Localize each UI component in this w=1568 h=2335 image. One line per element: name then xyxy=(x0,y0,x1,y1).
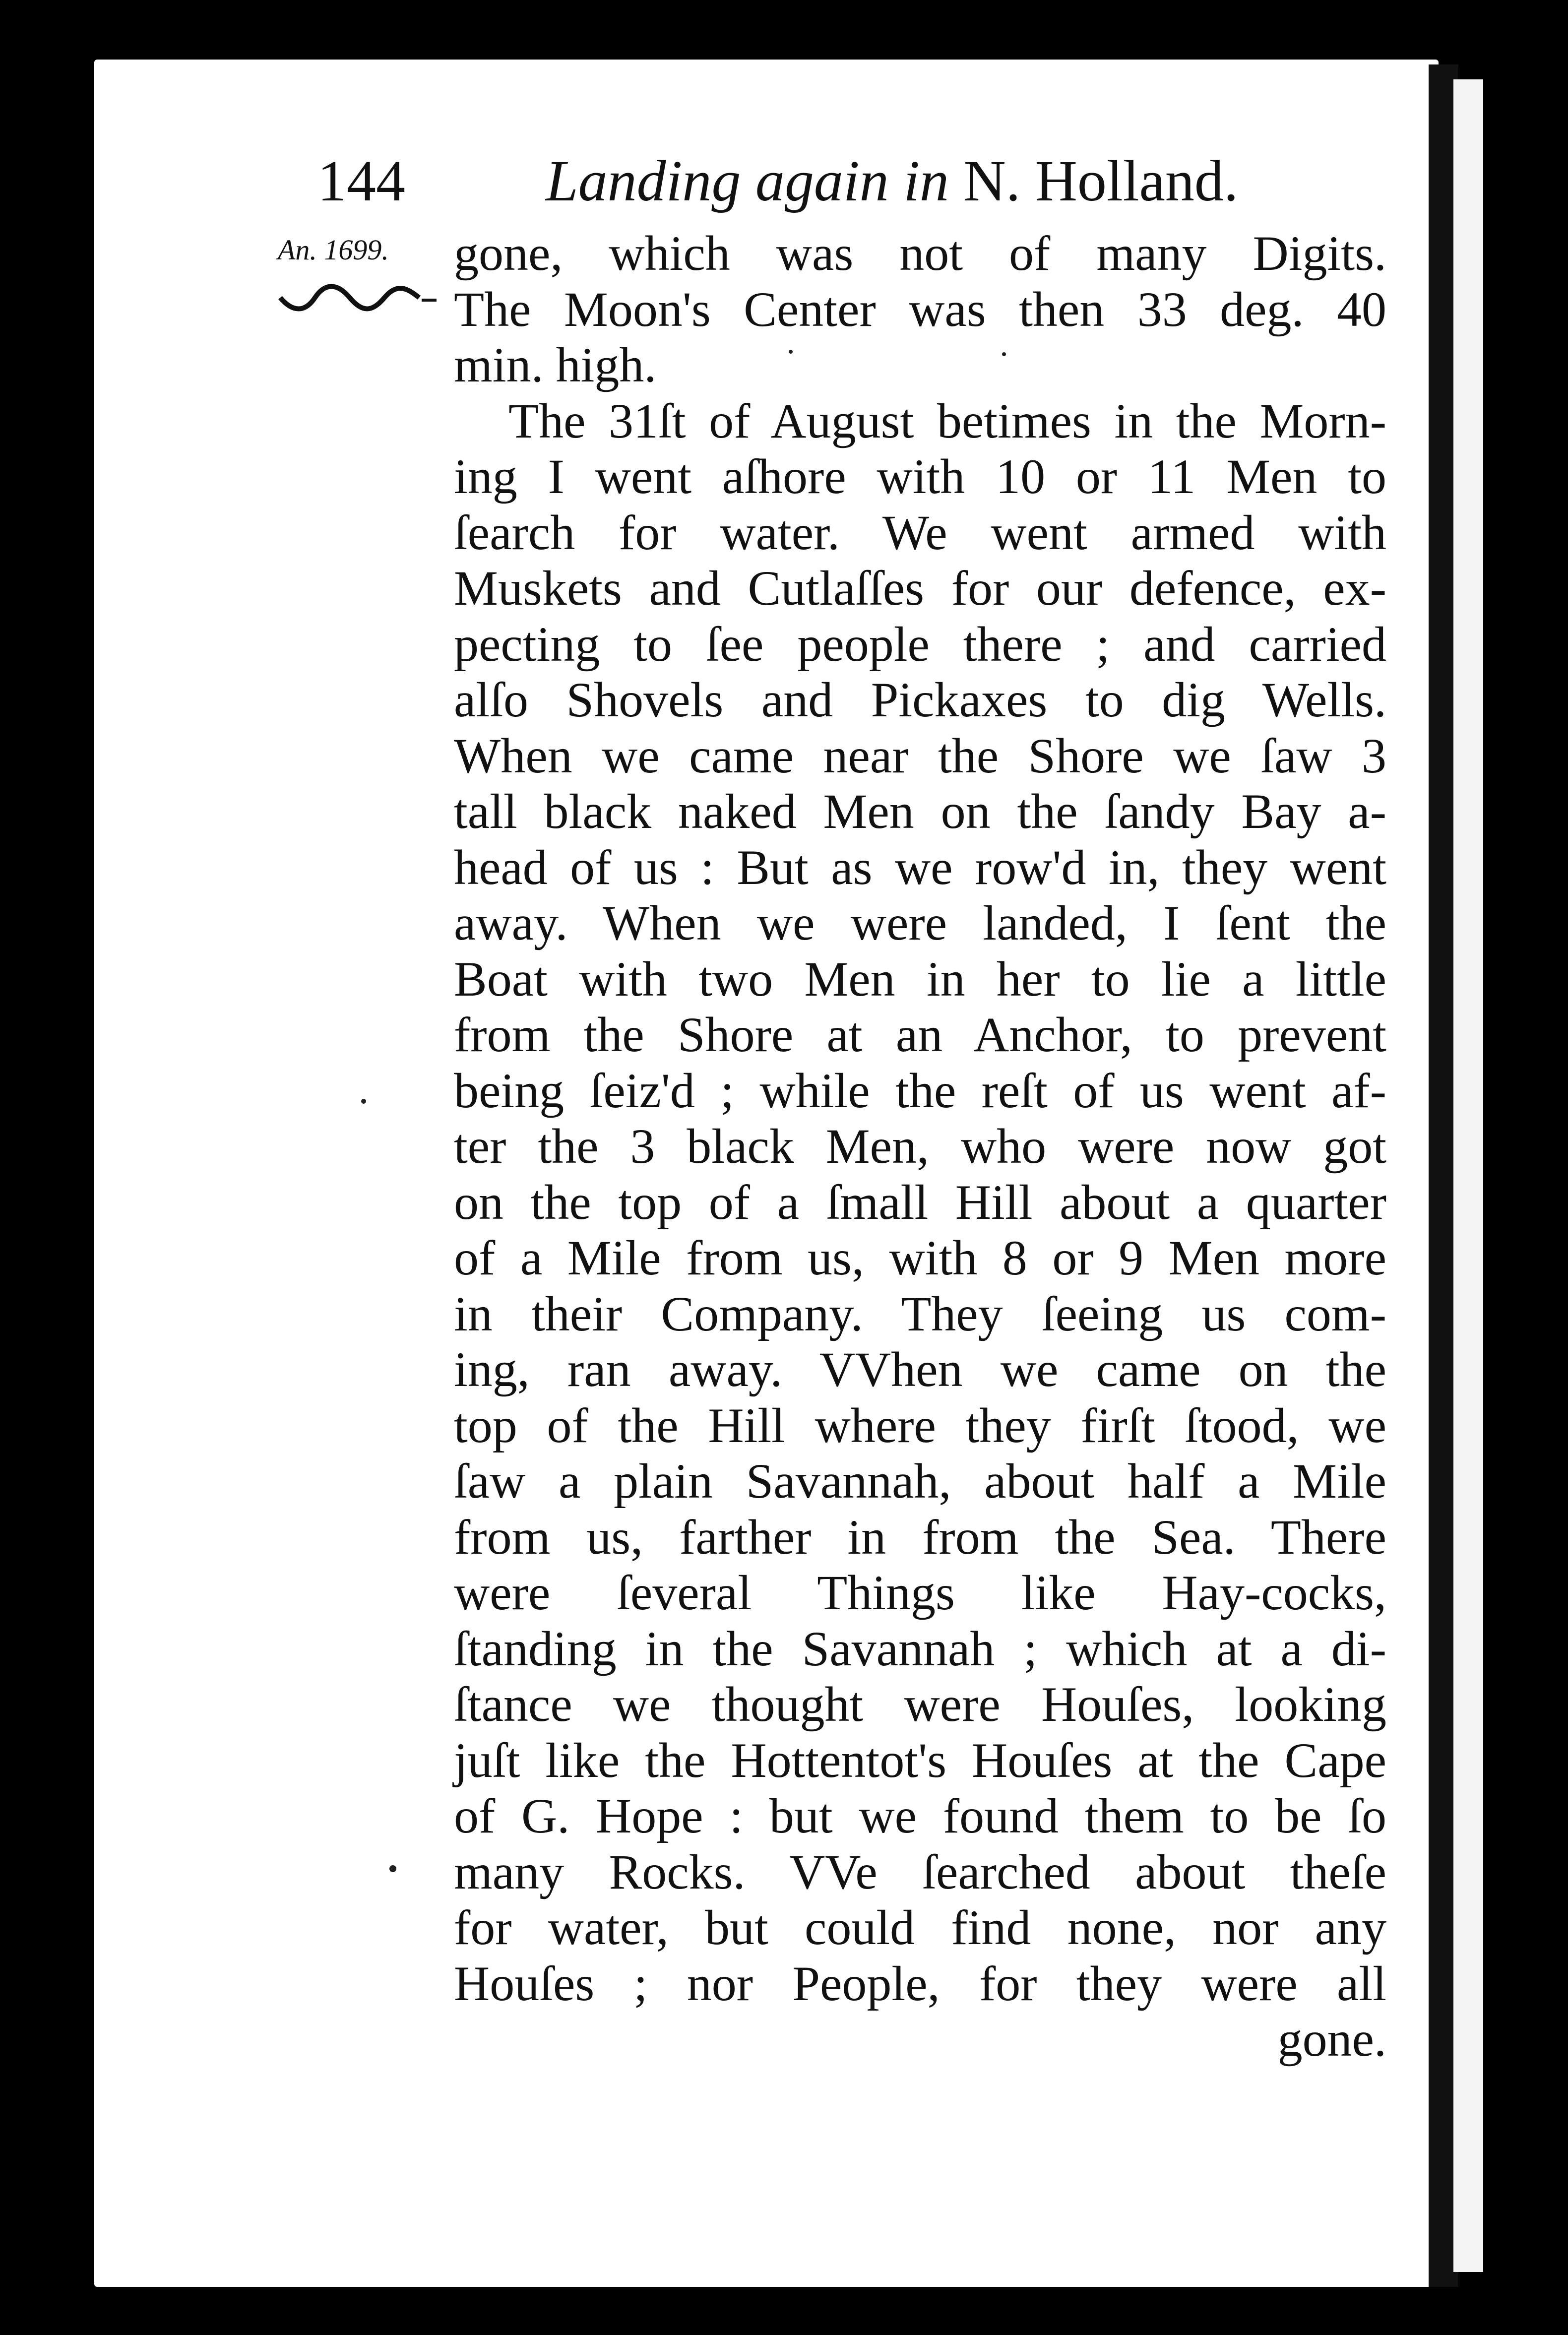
text-line-25: were ſeveral Things like Hay-cocks, xyxy=(454,1565,1386,1620)
text-line-3: min. high. xyxy=(454,337,657,392)
running-head xyxy=(546,144,1238,218)
text-line-15: from the Shore at an Anchor, to prevent xyxy=(454,1007,1386,1062)
text-line-31: for water, but could find none, nor any xyxy=(454,1900,1386,1955)
text-line-5: ing I went aſhore with 10 or 11 Men to xyxy=(454,449,1386,504)
text-line-17: ter the 3 black Men, who were now got xyxy=(454,1119,1386,1174)
running-head-italic: Landing again in xyxy=(546,148,949,213)
text-line-21: ing, ran away. VVhen we came on the xyxy=(454,1342,1386,1397)
next-page-edge xyxy=(1453,79,1483,2272)
text-line-19: of a Mile from us, with 8 or 9 Men more xyxy=(454,1230,1386,1285)
text-line-4: The 31ſt of August betimes in the Morn- xyxy=(508,393,1386,448)
text-line-32: Houſes ; nor People, for they were all xyxy=(454,1956,1386,2011)
text-line-13: away. When we were landed, I ſent the xyxy=(454,895,1386,950)
text-line-33: gone. xyxy=(1277,2012,1386,2067)
running-head-roman: N. Holland. xyxy=(963,148,1239,213)
text-line-29: of G. Hope : but we found them to be ſo xyxy=(454,1788,1386,1843)
margin-flourish xyxy=(278,278,441,317)
text-line-1: gone, which was not of many Digits. xyxy=(454,226,1386,281)
text-line-24: from us, farther in from the Sea. There xyxy=(454,1509,1386,1565)
text-line-23: ſaw a plain Savannah, about half a Mile xyxy=(454,1453,1386,1509)
text-line-9: alſo Shovels and Pickaxes to dig Wells. xyxy=(454,672,1386,727)
text-line-30: many Rocks. VVe ſearched about theſe xyxy=(454,1844,1386,1899)
text-line-8: pecting to ſee people there ; and carried xyxy=(454,616,1386,672)
text-line-16: being ſeiz'd ; while the reſt of us went af- xyxy=(454,1063,1386,1118)
text-line-2: The Moon's Center was then 33 deg. 40 xyxy=(454,281,1386,337)
text-line-12: head of us : But as we row'd in, they went xyxy=(454,839,1386,895)
text-line-20: in their Company. They ſeeing us com- xyxy=(454,1286,1386,1341)
margin-year-note: An. 1699. xyxy=(278,234,389,266)
text-line-7: Muskets and Cutlaſſes for our defence, ex- xyxy=(454,561,1386,616)
text-line-18: on the top of a ſmall Hill about a quarter xyxy=(454,1174,1386,1230)
text-line-14: Boat with two Men in her to lie a little xyxy=(454,951,1386,1007)
text-line-10: When we came near the Shore we ſaw 3 xyxy=(454,728,1386,783)
text-line-6: ſearch for water. We went armed with xyxy=(454,505,1386,560)
page-header xyxy=(317,144,1394,218)
ink-speck xyxy=(389,1865,396,1872)
text-line-26: ſtanding in the Savannah ; which at a di- xyxy=(454,1621,1386,1676)
ink-speck xyxy=(361,1099,366,1104)
ink-speck xyxy=(1002,352,1006,356)
body-text xyxy=(454,226,1386,2068)
page-number: 144 xyxy=(317,148,405,213)
text-line-11: tall black naked Men on the ſandy Bay a- xyxy=(454,784,1386,839)
text-line-22: top of the Hill where they firſt ſtood, we xyxy=(454,1397,1386,1453)
ink-speck xyxy=(789,350,793,354)
text-line-28: juſt like the Hottentot's Houſes at the Cape xyxy=(454,1732,1386,1788)
text-line-27: ſtance we thought were Houſes, looking xyxy=(454,1677,1386,1732)
